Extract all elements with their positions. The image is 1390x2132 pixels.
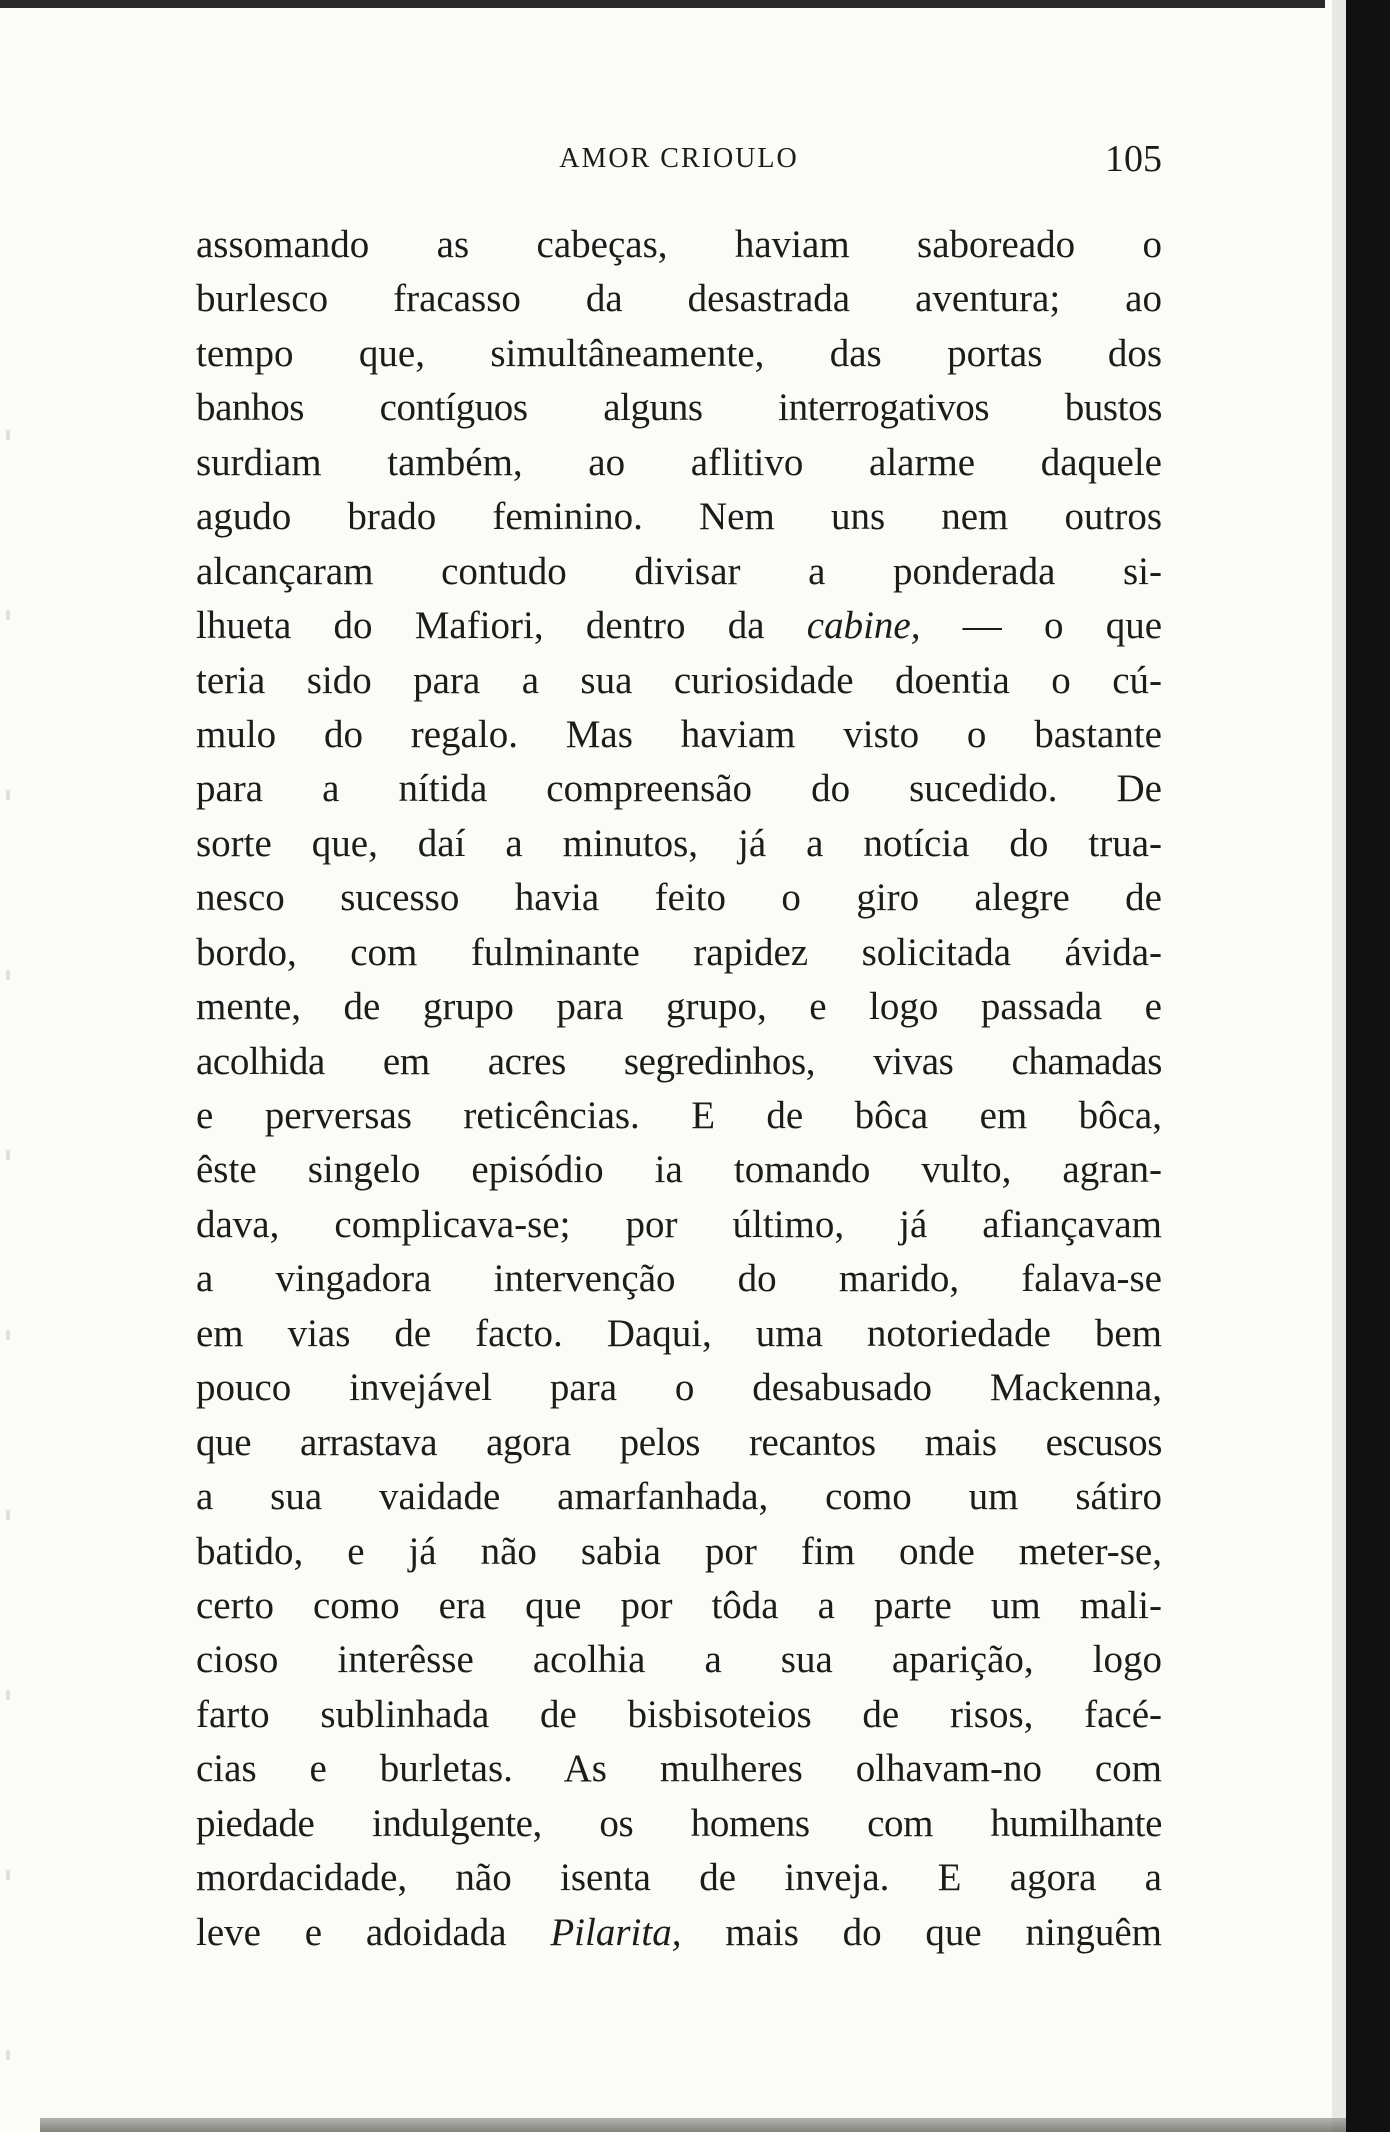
text-line: êste singelo episódio ia tomando vulto, agran- — [196, 1148, 1162, 1192]
text-line: a vingadora intervenção do marido, falava-se — [196, 1257, 1162, 1301]
text-line: e perversas reticências. E de bôca em bôca, — [196, 1094, 1162, 1137]
text-line: nesco sucesso havia feito o giro alegre de — [196, 876, 1162, 920]
page-edge-shadow — [1332, 0, 1346, 2132]
text-line: mulo do regalo. Mas haviam visto o bastante — [196, 712, 1162, 756]
text-line: surdiam também, ao aflitivo alarme daquele — [196, 440, 1162, 484]
scan-specks-left — [6, 340, 10, 2120]
text-line: mordacidade, não isenta de inveja. E agora a — [196, 1856, 1162, 1900]
text-line: farto sublinhada de bisbisoteios de risos, facé- — [196, 1692, 1162, 1736]
top-edge-rule — [0, 0, 1325, 8]
italic-word: Pilarita, — [550, 1910, 682, 1954]
text-segment: mais do que ninguêm — [681, 1910, 1163, 1954]
text-line — [196, 599, 1162, 653]
page-number: 105 — [1105, 138, 1162, 180]
text-line: bordo, com fulminante rapidez solicitada ávida- — [196, 930, 1162, 974]
text-line: mente, de grupo para grupo, e logo passada e — [196, 985, 1162, 1029]
text-line: a sua vaidade amarfanhada, como um sátiro — [196, 1475, 1162, 1519]
text-line: alcançaram contudo divisar a ponderada si- — [196, 549, 1162, 593]
text-line: acolhida em acres segredinhos, vivas chamadas — [196, 1039, 1162, 1083]
scan-border-right — [1346, 0, 1390, 2132]
page-header — [196, 134, 1162, 184]
text-line: cioso interêsse acolhia a sua aparição, logo — [196, 1638, 1162, 1682]
body-text — [196, 218, 1162, 1960]
text-line: cias e burletas. As mulheres olhavam-no com — [196, 1747, 1162, 1791]
text-line: sorte que, daí a minutos, já a notícia do trua- — [196, 821, 1162, 865]
text-line: certo como era que por tôda a parte um mali- — [196, 1583, 1162, 1627]
text-line: pouco invejável para o desabusado Mackenna, — [196, 1366, 1162, 1410]
text-segment: lhueta do Mafiori, dentro da — [196, 604, 807, 648]
text-line: batido, e já não sabia por fim onde meter-se, — [196, 1529, 1162, 1573]
text-segment: leve e adoidada — [196, 1910, 551, 1954]
italic-word: cabine, — [806, 604, 921, 648]
text-line — [196, 1906, 1162, 1960]
bottom-edge-rule — [40, 2118, 1346, 2132]
text-line: que arrastava agora pelos recantos mais escusos — [196, 1420, 1162, 1464]
text-line: burlesco fracasso da desastrada aventura; ao — [196, 277, 1162, 321]
text-line: piedade indulgente, os homens com humilhante — [196, 1801, 1162, 1845]
text-line: para a nítida compreensão do sucedido. De — [196, 767, 1162, 811]
running-title: AMOR CRIOULO — [559, 143, 799, 174]
text-line: banhos contíguos alguns interrogativos bustos — [196, 386, 1162, 430]
text-line: tempo que, simultâneamente, das portas dos — [196, 331, 1162, 375]
text-line: teria sido para a sua curiosidade doentia o cú- — [196, 658, 1162, 702]
text-line: dava, complicava-se; por último, já afiançavam — [196, 1202, 1162, 1246]
text-segment: — o que — [920, 604, 1163, 648]
text-line: assomando as cabeças, haviam saboreado o — [196, 223, 1162, 266]
text-line: em vias de facto. Daqui, uma notoriedade bem — [196, 1311, 1162, 1355]
text-line: agudo brado feminino. Nem uns nem outros — [196, 495, 1162, 539]
